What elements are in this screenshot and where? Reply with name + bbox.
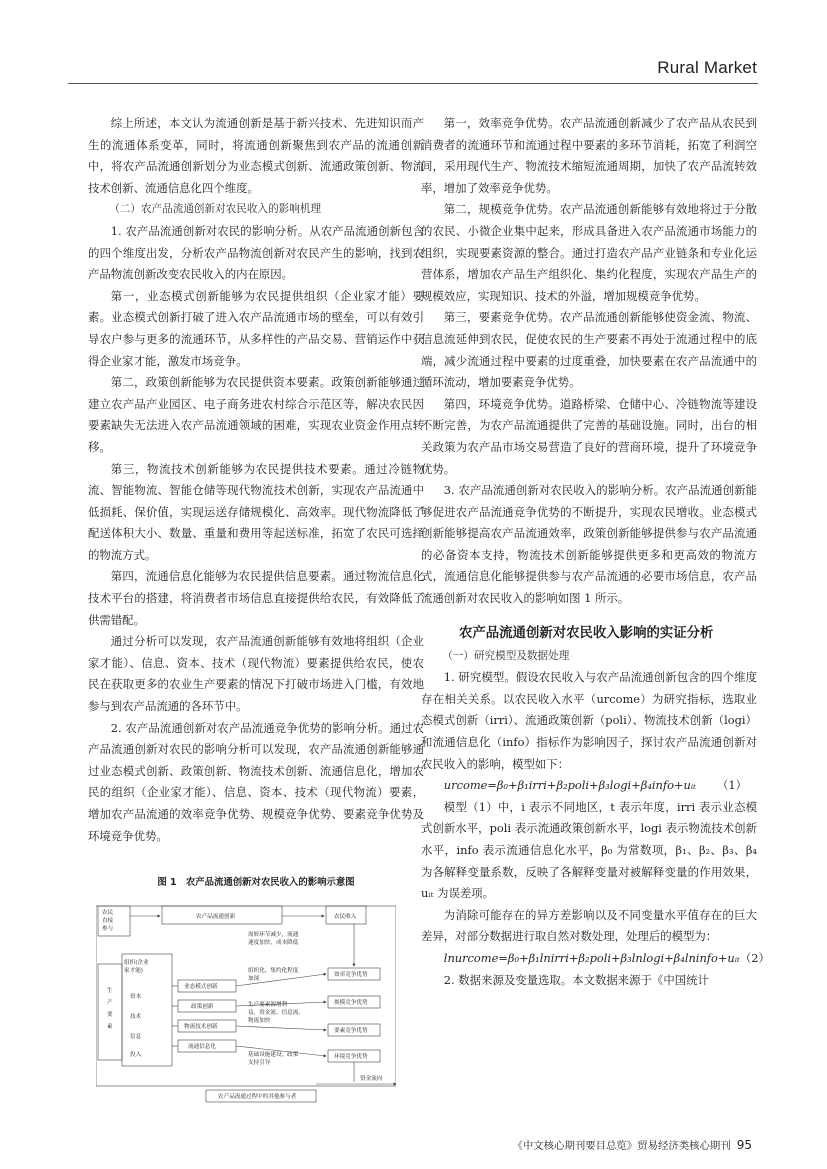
information-label: 信息 (130, 1034, 142, 1040)
equation-1-number: （1） (716, 778, 747, 793)
farmers-label-3: 参与 (102, 926, 114, 932)
factors-label-4: 素 (107, 1024, 113, 1030)
flow-diagram (96, 894, 396, 1106)
farmers-label-1: 农民 (102, 910, 114, 916)
equation-2-number: （2） (739, 950, 770, 965)
paragraph: 第四，环境竞争优势。道路桥梁、仓储中心、冷链物流等建设不断完善，为农产品流通提供了完善的基础设施。同时，出台的相关政策为农产品市场交易营造了良好的营商环境，提升了环境竞争优势。 (421, 396, 757, 476)
input-label: 投入 (130, 1052, 142, 1058)
page-number: 95 (736, 1138, 752, 1152)
equation-1-body: urcome=β₀+β₁irri+β₂poli+β₃logi+β₄info+uᵢₜ (443, 778, 696, 793)
paragraph: 2. 农产品流通创新对农产品流通竞争优势的影响分析。通过农产品流通创新对农民的影响分析可以发现，农产品流通创新能够通过业态模式创新、政策创新、物流技术创新、流通信息化，增加农民的组织（企业家才能）、信息、资本、技术（现代物流）要素，增加农产品流通的效率竞争优势、规模竞争优势、要素竞争优势及环境竞争优势。 (88, 720, 424, 843)
other-participants-label: 农产品流通过程中的其他参与者 (218, 1094, 297, 1100)
paragraph: 第一，效率竞争优势。农产品流通创新减少了农产品从农民到消费者的流通环节和流通过程中要素的多环节消耗，拓宽了利润空间，采用现代生产、物流技术缩短流通周期，加快了农产品流转效率，增加了效率竞争优势。 (421, 116, 757, 195)
journal-section-title: Rural Market (657, 58, 757, 77)
subsection-heading: （二）农产品流通创新对农民收入的影响机理 (109, 203, 322, 216)
paragraph: 第四，流通信息化能够为农民提供信息要素。通过物流信息化技术平台的搭建，将消费者市场信息直接提供给农民，有效降低了供需错配。 (88, 569, 424, 627)
scale-advantage-label: 规模竞争优势 (334, 1000, 368, 1006)
effect1-label-2: 速度加快，成本降低 (248, 940, 299, 946)
effect3-label-1: 生产要素源增利 (248, 1002, 288, 1008)
org-label-2: 家才能) (124, 968, 143, 974)
paragraph: 1. 研究模型。假设农民收入与农产品流通创新包含的四个维度存在相关关系。以农民收入水平（urcome）为研究指标，选取业态模式创新（irri）、流通政策创新（poli）、物流技术创新（logi）和流通信息化（info）指标作为影响因子，探讨农产品流通创新对农民收入的影响，模型如下： (421, 670, 757, 771)
left-column (88, 113, 424, 847)
farmers-label-2: 直接 (102, 918, 114, 924)
section-title: 农产品流通创新对农民收入影响的实证分析 (459, 625, 714, 641)
effect3-label-2: 益，资金流、信息流、 (248, 1010, 304, 1016)
effect4-label-1: 基础设施建设，政策 (248, 1052, 299, 1058)
effect2-label-1: 组织化、集约化程度 (248, 968, 299, 974)
equation-2 (421, 948, 770, 970)
org-label-1: 组织(企业 (124, 960, 149, 966)
innovation-label: 农产品流通创新 (196, 914, 236, 920)
page-footer (513, 1137, 752, 1152)
cash-flow-label: 资金流向 (360, 1076, 383, 1082)
paragraph: 第二，政策创新能够为农民提供资本要素。政策创新能够通过建立农产品产业园区、电子商务进农村综合示范区等，解决农民因要素缺失无法进入农产品流通领域的困难，实现农业资金作用点转移。 (88, 375, 424, 454)
paragraph: 第一，业态模式创新能够为农民提供组织（企业家才能）要素。业态模式创新打破了进入农产品流通市场的壁垒，可以有效引导农户参与更多的流通环节，从多样性的产品交易、营销运作中获得企业家才能，激发市场竞争。 (88, 288, 424, 368)
efficiency-advantage-label: 效率竞争优势 (334, 972, 368, 978)
factors-label-2: 产 (107, 1000, 113, 1006)
paragraph: 1. 农产品流通创新对农民的影响分析。从农产品流通创新包含的四个维度出发，分析农产品物流创新对农民产生的影响，找到农产品物流创新改变农民收入的内在原因。 (88, 223, 424, 282)
footer-journal-note: 《中文核心期刊要目总览》贸易经济类核心期刊 (512, 1140, 731, 1152)
paragraph: 通过分析可以发现，农产品流通创新能够有效地将组织（企业家才能）、信息、资本、技术（现代物流）要素提供给农民，使农民在获取更多的农业生产要素的情况下打破市场进入门槛，有效地参与到农产品流通的各环节中。 (88, 634, 424, 714)
income-label: 农民收入 (334, 914, 357, 920)
paragraph: 2. 数据来源及变量选取。本文数据来源于《中国统计 (443, 972, 709, 987)
effect2-label-2: 加深 (248, 976, 260, 982)
subsection-heading: （一）研究模型及数据处理 (442, 649, 570, 662)
policy-label: 政策创新 (191, 1004, 214, 1010)
effect4-label-2: 支持引导 (248, 1060, 271, 1066)
right-column (421, 113, 770, 991)
paragraph: 第三，物流技术创新能够为农民提供技术要素。通过冷链物流、智能物流、智能仓储等现代物流技术创新，实现农产品流通中低损耗、保价值，实现运送存储规模化、高效率。现代物流降低了配送体积大小、数量、重量和费用等起送标准，拓宽了农民可选择的物流方式。 (88, 461, 424, 562)
paragraph: 第二，规模竞争优势。农产品流通创新能够有效地将过于分散的农民、小微企业集中起来，形成具备进入农产品流通市场能力的组织，实现要素资源的整合。通过打造农产品产业链条和专业化运营体系，增加农产品生产组织化、集约化程度，实现农产品生产的规模效应，实现知识、技术的外溢，增加规模竞争优势。 (421, 202, 757, 303)
factor-advantage-label: 要素竞争优势 (334, 1028, 368, 1034)
effect1-label-1: 周转环节减少，流通 (248, 932, 299, 938)
paragraph: 3. 农产品流通创新对农民收入的影响分析。农产品流通创新能够促进农产品流通竞争优势的不断提升，实现农民增收。业态模式创新能够提高农产品流通效率，政策创新能够提供参与农产品流通的必备资本支持，物流技术创新能够提供更多和更高效的物流方式，流通信息化能够提供参与农产品流通的必要市场信息，农产品流通创新对农民收入的影响如图 1 所示。 (421, 483, 757, 606)
header-divider (68, 83, 758, 84)
equation-2-body: lnurcome=β₀+β₁lnirri+β₂poli+β₃lnlogi+β₄lninfo+uᵢₜ (443, 950, 740, 965)
capital-label: 资本 (130, 994, 142, 1000)
technology-label: 技术 (130, 1014, 142, 1020)
mode-label: 业态模式创新 (184, 984, 218, 990)
factors-label-3: 要 (107, 1012, 113, 1018)
equation-1 (421, 775, 757, 797)
paragraph: 为消除可能存在的异方差影响以及不同变量水平值存在的巨大差异，对部分数据进行取自然对数处理，处理后的模型为： (421, 907, 757, 944)
logistics-tech-label: 物流技术创新 (184, 1024, 218, 1030)
environment-advantage-label: 环境竞争优势 (334, 1054, 368, 1060)
informatization-label: 流通信息化 (188, 1044, 216, 1050)
paragraph: 第三，要素竞争优势。农产品流通创新能够使资金流、物流、信息流延伸到农民，促使农民的生产要素不再处于流通过程中的底端，减少流通过程中要素的过度重叠，加快要素在农产品流通中的循环流动，增加要素竞争优势。 (421, 310, 757, 390)
factors-label-1: 生 (107, 988, 113, 994)
paragraph: 模型（1）中，i 表示不同地区，t 表示年度，irri 表示业态模式创新水平，poli 表示流通政策创新水平，logi 表示物流技术创新水平，info 表示流通信息化水平，β₀ 为常数项，β₁、β₂、β₃、β₄ 为各解释变量系数，反映了各解释变量对被解释变量的作用效果，uᵢₜ 为误差项。 (421, 799, 757, 901)
paragraph: 综上所述，本文认为流通创新是基于新兴技术、先进知识而产生的流通体系变革，同时，将流通创新聚焦到农产品的流通创新中，将农产品流通创新划分为业态模式创新、流通政策创新、物流技术创新、流通信息化四个维度。 (88, 116, 424, 195)
figure-caption: 图 1 农产品流通创新对农民收入的影响示意图 (157, 877, 355, 888)
effect3-label-3: 物流加快 (248, 1018, 271, 1024)
